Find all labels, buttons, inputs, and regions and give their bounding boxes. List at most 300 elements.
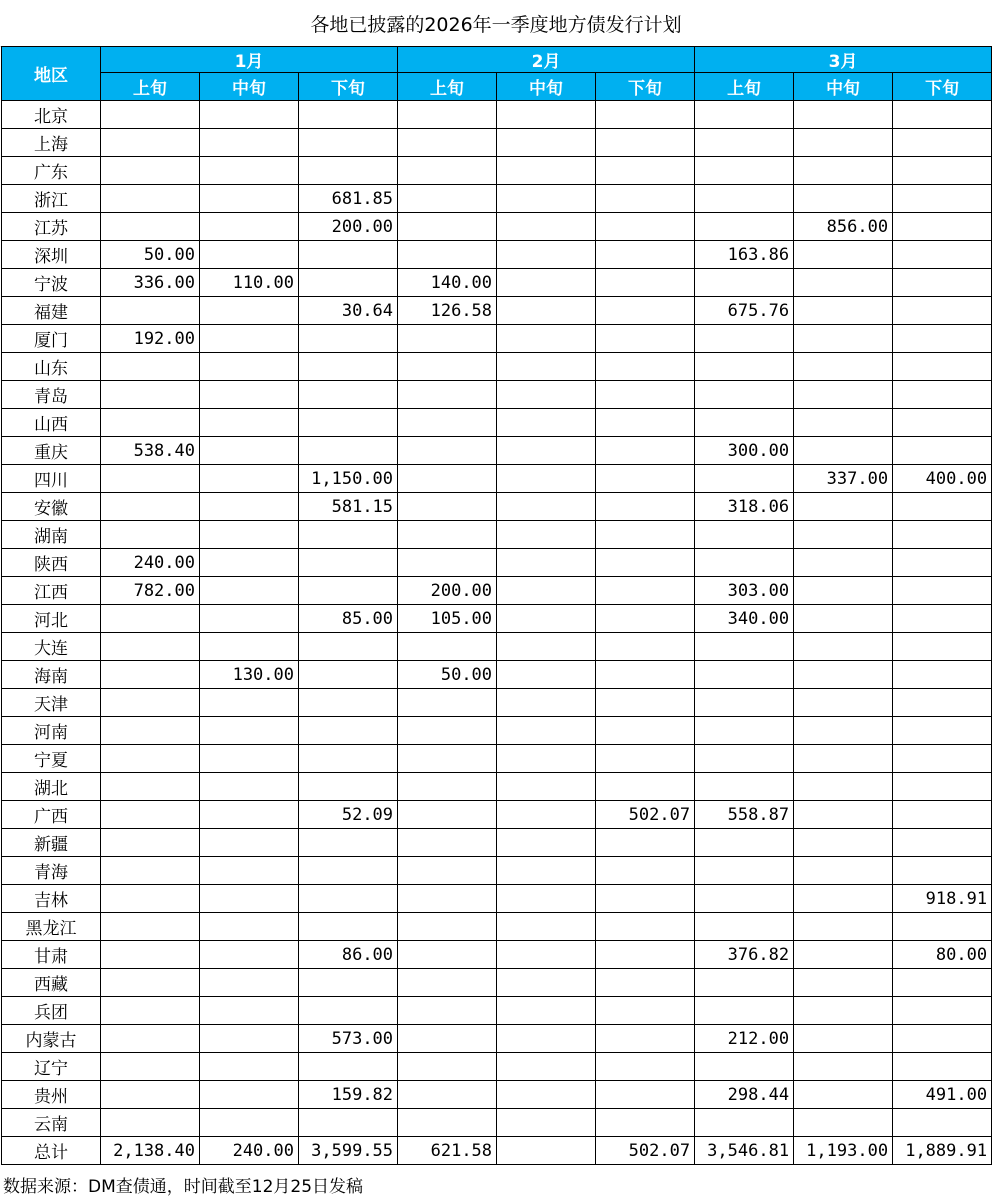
value-cell: [497, 969, 596, 997]
value-cell: 200.00: [398, 577, 497, 605]
table-row: [2, 605, 992, 633]
table-row: [2, 829, 992, 857]
value-cell: [101, 157, 200, 185]
period-header: 下旬: [893, 73, 992, 101]
value-cell: [497, 493, 596, 521]
value-cell: [893, 101, 992, 129]
value-cell: 400.00: [893, 465, 992, 493]
value-cell: [200, 577, 299, 605]
region-cell: 河北: [2, 605, 101, 633]
value-cell: [794, 633, 893, 661]
value-cell: [893, 129, 992, 157]
value-cell: [893, 241, 992, 269]
value-cell: 681.85: [299, 185, 398, 213]
value-cell: 340.00: [695, 605, 794, 633]
value-cell: 298.44: [695, 1081, 794, 1109]
value-cell: [200, 1053, 299, 1081]
value-cell: [398, 465, 497, 493]
value-cell: 675.76: [695, 297, 794, 325]
value-cell: [497, 101, 596, 129]
value-cell: 240.00: [200, 1137, 299, 1165]
value-cell: 1,193.00: [794, 1137, 893, 1165]
value-cell: [794, 1081, 893, 1109]
value-cell: [596, 549, 695, 577]
value-cell: [695, 409, 794, 437]
value-cell: [893, 913, 992, 941]
table-row: [2, 213, 992, 241]
value-cell: [794, 773, 893, 801]
period-header: 上旬: [695, 73, 794, 101]
value-cell: 85.00: [299, 605, 398, 633]
value-cell: 1,889.91: [893, 1137, 992, 1165]
period-header: 下旬: [596, 73, 695, 101]
value-cell: [200, 913, 299, 941]
value-cell: [893, 633, 992, 661]
region-cell: 陕西: [2, 549, 101, 577]
table-row: [2, 997, 992, 1025]
value-cell: [398, 773, 497, 801]
region-cell: 大连: [2, 633, 101, 661]
value-cell: [596, 101, 695, 129]
value-cell: [398, 437, 497, 465]
period-header: 下旬: [299, 73, 398, 101]
value-cell: [695, 1109, 794, 1137]
value-cell: [200, 325, 299, 353]
value-cell: 336.00: [101, 269, 200, 297]
value-cell: [101, 885, 200, 913]
value-cell: [299, 885, 398, 913]
value-cell: [695, 633, 794, 661]
value-cell: [497, 661, 596, 689]
value-cell: [596, 689, 695, 717]
value-cell: [398, 941, 497, 969]
value-cell: [200, 465, 299, 493]
value-cell: [299, 1109, 398, 1137]
table-row: [2, 297, 992, 325]
value-cell: [497, 913, 596, 941]
value-cell: [794, 325, 893, 353]
value-cell: [299, 437, 398, 465]
region-cell: 甘肃: [2, 941, 101, 969]
value-cell: [200, 773, 299, 801]
value-cell: [596, 521, 695, 549]
value-cell: [497, 465, 596, 493]
value-cell: [200, 493, 299, 521]
value-cell: [398, 381, 497, 409]
value-cell: 318.06: [695, 493, 794, 521]
value-cell: [398, 633, 497, 661]
issuance-plan-table: [1, 46, 992, 1165]
value-cell: [695, 381, 794, 409]
region-header: 地区: [2, 47, 101, 101]
value-cell: 502.07: [596, 1137, 695, 1165]
value-cell: [299, 521, 398, 549]
region-cell: 青海: [2, 857, 101, 885]
region-cell: 山东: [2, 353, 101, 381]
value-cell: [695, 213, 794, 241]
value-cell: [497, 1025, 596, 1053]
value-cell: [200, 941, 299, 969]
table-row: [2, 101, 992, 129]
value-cell: 918.91: [893, 885, 992, 913]
value-cell: 581.15: [299, 493, 398, 521]
value-cell: 376.82: [695, 941, 794, 969]
value-cell: 80.00: [893, 941, 992, 969]
value-cell: [200, 969, 299, 997]
table-row: [2, 633, 992, 661]
table-row: [2, 857, 992, 885]
value-cell: [893, 549, 992, 577]
value-cell: 782.00: [101, 577, 200, 605]
value-cell: [200, 829, 299, 857]
value-cell: [497, 941, 596, 969]
value-cell: [101, 465, 200, 493]
value-cell: [794, 717, 893, 745]
table-row: [2, 885, 992, 913]
value-cell: 558.87: [695, 801, 794, 829]
value-cell: [596, 857, 695, 885]
value-cell: [497, 241, 596, 269]
value-cell: [299, 549, 398, 577]
value-cell: [101, 409, 200, 437]
value-cell: [101, 297, 200, 325]
value-cell: 140.00: [398, 269, 497, 297]
value-cell: [596, 745, 695, 773]
value-cell: 538.40: [101, 437, 200, 465]
region-cell: 西藏: [2, 969, 101, 997]
value-cell: [695, 857, 794, 885]
value-cell: [695, 773, 794, 801]
value-cell: [497, 745, 596, 773]
region-cell: 重庆: [2, 437, 101, 465]
value-cell: [794, 829, 893, 857]
value-cell: [893, 997, 992, 1025]
value-cell: [200, 1081, 299, 1109]
value-cell: [299, 577, 398, 605]
value-cell: [299, 157, 398, 185]
value-cell: [794, 493, 893, 521]
value-cell: [596, 297, 695, 325]
value-cell: [794, 857, 893, 885]
region-cell: 山西: [2, 409, 101, 437]
value-cell: [398, 353, 497, 381]
value-cell: [299, 829, 398, 857]
table-row: [2, 325, 992, 353]
value-cell: [794, 185, 893, 213]
value-cell: [299, 241, 398, 269]
value-cell: [101, 1025, 200, 1053]
value-cell: [893, 689, 992, 717]
value-cell: [893, 521, 992, 549]
value-cell: [200, 801, 299, 829]
value-cell: [398, 969, 497, 997]
region-cell: 贵州: [2, 1081, 101, 1109]
value-cell: [893, 325, 992, 353]
value-cell: 50.00: [398, 661, 497, 689]
period-header: 中旬: [794, 73, 893, 101]
region-cell: 内蒙古: [2, 1025, 101, 1053]
value-cell: [200, 857, 299, 885]
value-cell: [299, 969, 398, 997]
value-cell: [596, 353, 695, 381]
value-cell: [497, 185, 596, 213]
value-cell: [497, 605, 596, 633]
value-cell: [200, 129, 299, 157]
value-cell: [299, 409, 398, 437]
table-row: [2, 549, 992, 577]
value-cell: [398, 521, 497, 549]
value-cell: [101, 717, 200, 745]
value-cell: [596, 885, 695, 913]
value-cell: [497, 213, 596, 241]
table-row: [2, 941, 992, 969]
value-cell: [299, 381, 398, 409]
value-cell: [695, 269, 794, 297]
value-cell: [497, 521, 596, 549]
value-cell: [794, 885, 893, 913]
value-cell: [398, 689, 497, 717]
table-row: [2, 157, 992, 185]
value-cell: [794, 801, 893, 829]
value-cell: [695, 129, 794, 157]
value-cell: [101, 353, 200, 381]
value-cell: [893, 381, 992, 409]
value-cell: 240.00: [101, 549, 200, 577]
table-row: [2, 269, 992, 297]
value-cell: [497, 1081, 596, 1109]
period-header: 上旬: [398, 73, 497, 101]
value-cell: 192.00: [101, 325, 200, 353]
value-cell: [794, 241, 893, 269]
value-cell: [893, 829, 992, 857]
month-header-mar: 3月: [695, 47, 992, 73]
value-cell: [794, 969, 893, 997]
value-cell: [398, 745, 497, 773]
region-cell: 天津: [2, 689, 101, 717]
value-cell: 856.00: [794, 213, 893, 241]
page-title: 各地已披露的2026年一季度地方债发行计划: [0, 0, 992, 47]
value-cell: [299, 101, 398, 129]
value-cell: 300.00: [695, 437, 794, 465]
value-cell: [497, 689, 596, 717]
table-row: [2, 661, 992, 689]
value-cell: [794, 437, 893, 465]
value-cell: [596, 241, 695, 269]
value-cell: [596, 577, 695, 605]
value-cell: [101, 997, 200, 1025]
value-cell: [596, 717, 695, 745]
value-cell: 3,599.55: [299, 1137, 398, 1165]
value-cell: [695, 549, 794, 577]
value-cell: [398, 717, 497, 745]
value-cell: [497, 1109, 596, 1137]
value-cell: 2,138.40: [101, 1137, 200, 1165]
value-cell: [596, 605, 695, 633]
table-row: [2, 521, 992, 549]
value-cell: [101, 101, 200, 129]
region-cell: 宁波: [2, 269, 101, 297]
value-cell: [101, 941, 200, 969]
value-cell: [398, 241, 497, 269]
value-cell: [497, 633, 596, 661]
value-cell: [893, 773, 992, 801]
region-cell: 深圳: [2, 241, 101, 269]
region-cell: 云南: [2, 1109, 101, 1137]
value-cell: [596, 1025, 695, 1053]
value-cell: [794, 661, 893, 689]
value-cell: [101, 1053, 200, 1081]
value-cell: 105.00: [398, 605, 497, 633]
value-cell: [200, 157, 299, 185]
value-cell: [695, 661, 794, 689]
value-cell: [794, 1053, 893, 1081]
value-cell: [497, 801, 596, 829]
region-cell: 兵团: [2, 997, 101, 1025]
value-cell: [596, 1053, 695, 1081]
value-cell: 200.00: [299, 213, 398, 241]
value-cell: [398, 213, 497, 241]
value-cell: [398, 857, 497, 885]
value-cell: [794, 1025, 893, 1053]
region-cell: 安徽: [2, 493, 101, 521]
region-cell: 广东: [2, 157, 101, 185]
region-cell: 上海: [2, 129, 101, 157]
value-cell: 212.00: [695, 1025, 794, 1053]
value-cell: [794, 689, 893, 717]
value-cell: 337.00: [794, 465, 893, 493]
value-cell: [200, 1025, 299, 1053]
value-cell: [497, 997, 596, 1025]
value-cell: [893, 801, 992, 829]
table-row: [2, 913, 992, 941]
value-cell: [497, 129, 596, 157]
value-cell: [497, 297, 596, 325]
value-cell: [398, 913, 497, 941]
value-cell: [596, 997, 695, 1025]
value-cell: [794, 409, 893, 437]
value-cell: [794, 1109, 893, 1137]
table-row: [2, 773, 992, 801]
value-cell: [200, 549, 299, 577]
region-cell: 湖北: [2, 773, 101, 801]
value-cell: [695, 885, 794, 913]
value-cell: [893, 857, 992, 885]
region-cell: 吉林: [2, 885, 101, 913]
value-cell: [695, 689, 794, 717]
value-cell: 130.00: [200, 661, 299, 689]
value-cell: [299, 325, 398, 353]
value-cell: [794, 269, 893, 297]
table-row: [2, 493, 992, 521]
region-cell: 四川: [2, 465, 101, 493]
value-cell: [596, 661, 695, 689]
value-cell: [497, 717, 596, 745]
value-cell: [398, 129, 497, 157]
value-cell: [299, 269, 398, 297]
value-cell: [893, 1025, 992, 1053]
value-cell: [596, 381, 695, 409]
value-cell: [596, 1109, 695, 1137]
value-cell: [893, 969, 992, 997]
value-cell: [101, 381, 200, 409]
value-cell: [497, 1137, 596, 1165]
value-cell: [398, 1109, 497, 1137]
value-cell: [497, 1053, 596, 1081]
value-cell: [893, 353, 992, 381]
month-header-jan: 1月: [101, 47, 398, 73]
value-cell: 163.86: [695, 241, 794, 269]
value-cell: [794, 549, 893, 577]
value-cell: [200, 997, 299, 1025]
value-cell: [893, 1053, 992, 1081]
value-cell: [695, 101, 794, 129]
value-cell: [794, 913, 893, 941]
value-cell: 491.00: [893, 1081, 992, 1109]
value-cell: [101, 857, 200, 885]
value-cell: [695, 829, 794, 857]
value-cell: 303.00: [695, 577, 794, 605]
table-row: [2, 409, 992, 437]
table-row: [2, 1109, 992, 1137]
value-cell: [497, 437, 596, 465]
value-cell: [398, 493, 497, 521]
value-cell: [596, 269, 695, 297]
value-cell: [893, 717, 992, 745]
period-header: 上旬: [101, 73, 200, 101]
value-cell: [497, 577, 596, 605]
value-cell: [497, 381, 596, 409]
table-row: [2, 801, 992, 829]
value-cell: [596, 829, 695, 857]
value-cell: [200, 241, 299, 269]
table-row: [2, 969, 992, 997]
value-cell: [596, 157, 695, 185]
value-cell: [596, 465, 695, 493]
table-row: [2, 577, 992, 605]
region-cell: 北京: [2, 101, 101, 129]
value-cell: [101, 829, 200, 857]
value-cell: [497, 325, 596, 353]
value-cell: [794, 941, 893, 969]
table-row: [2, 241, 992, 269]
value-cell: [893, 437, 992, 465]
table-row: [2, 1081, 992, 1109]
value-cell: [893, 409, 992, 437]
table-row: [2, 1137, 992, 1165]
value-cell: [596, 325, 695, 353]
value-cell: [893, 297, 992, 325]
value-cell: [497, 857, 596, 885]
value-cell: [200, 717, 299, 745]
value-cell: [497, 269, 596, 297]
value-cell: [101, 745, 200, 773]
value-cell: [101, 129, 200, 157]
value-cell: [794, 745, 893, 773]
value-cell: [299, 857, 398, 885]
region-cell: 福建: [2, 297, 101, 325]
value-cell: 52.09: [299, 801, 398, 829]
table-row: [2, 1053, 992, 1081]
region-cell: 浙江: [2, 185, 101, 213]
value-cell: [200, 689, 299, 717]
region-cell: 辽宁: [2, 1053, 101, 1081]
value-cell: 1,150.00: [299, 465, 398, 493]
period-header: 中旬: [200, 73, 299, 101]
value-cell: [299, 353, 398, 381]
value-cell: [101, 913, 200, 941]
value-cell: [794, 605, 893, 633]
value-cell: [794, 521, 893, 549]
